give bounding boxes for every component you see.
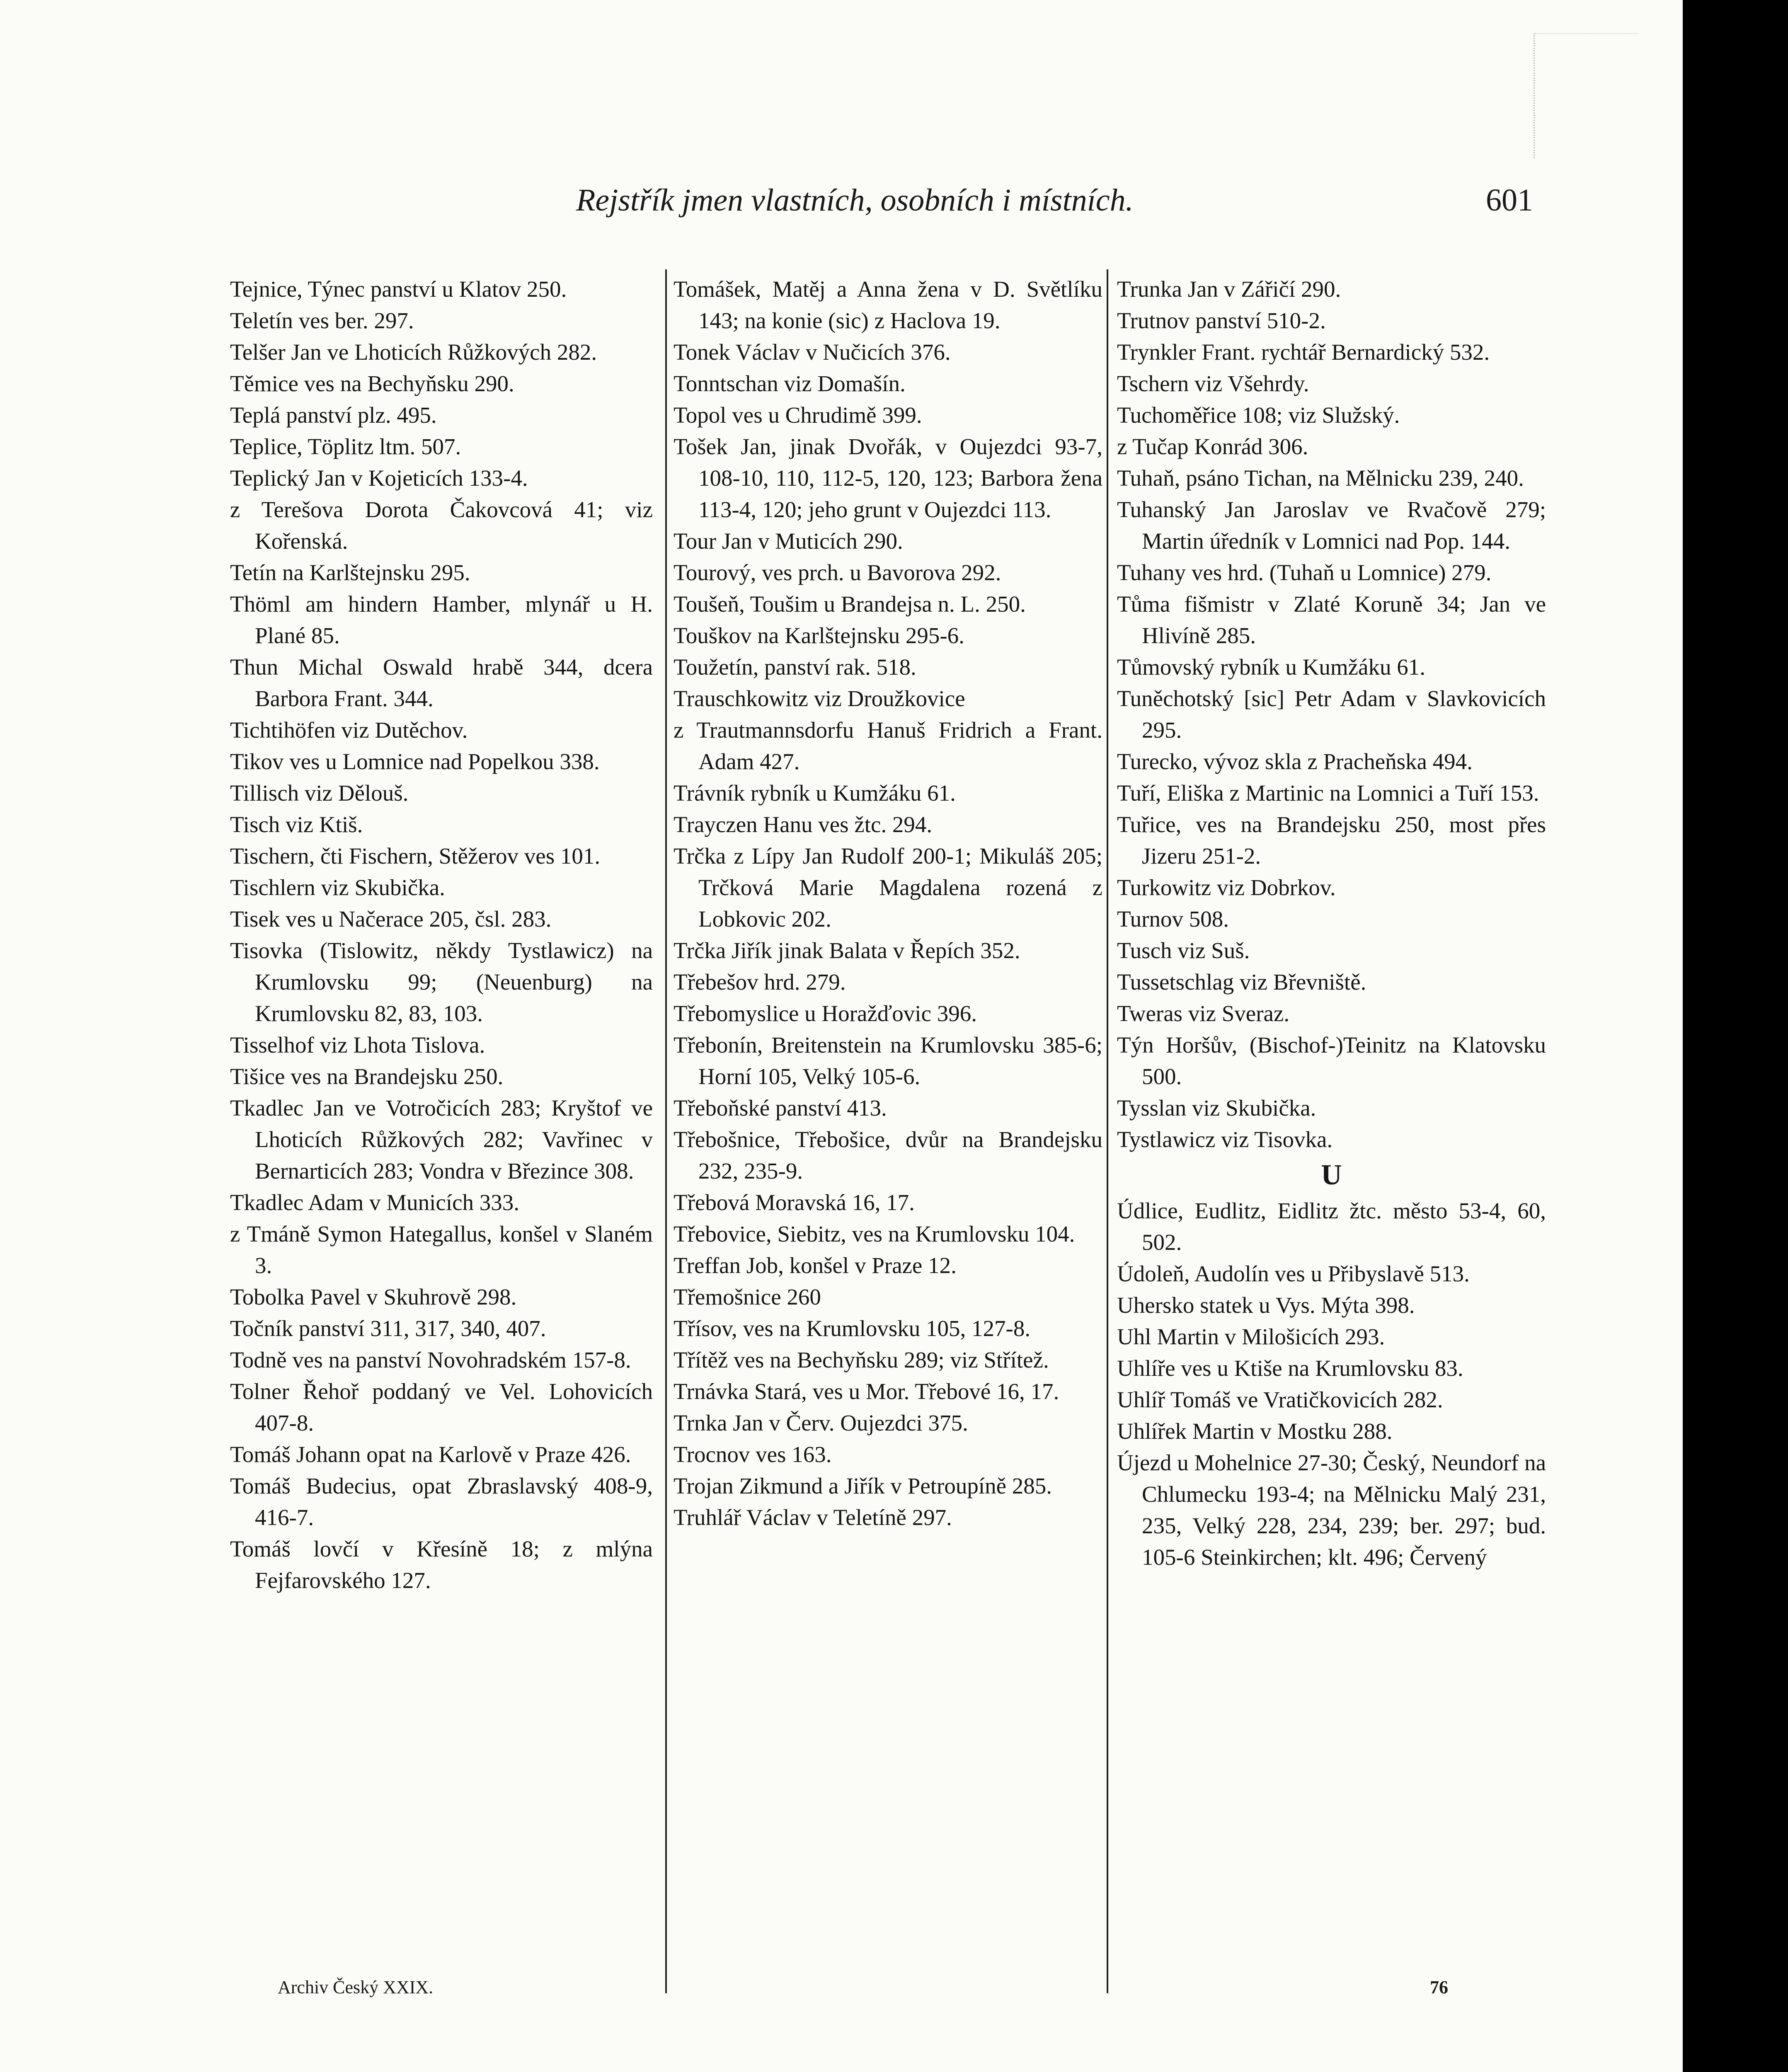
index-entry: Tůmovský rybník u Kumžáku 61.: [1117, 654, 1425, 680]
index-entry: Točník panství 311, 317, 340, 407.: [230, 1316, 546, 1341]
index-entry: Tisselhof viz Lhota Tislova.: [230, 1032, 485, 1058]
index-entry: Tussetschlag viz Břevniště.: [1117, 969, 1366, 995]
index-column-3-part-2: [1117, 1195, 1546, 1573]
index-entry: Toužetín, panství rak. 518.: [674, 654, 916, 680]
index-entry: Tobolka Pavel v Skuhrově 298.: [230, 1284, 517, 1310]
index-entry: Třebonín, Breitenstein na Krumlovsku 385-6; Horní 105, Velký 105-6.: [674, 1032, 1102, 1089]
index-entry: Turnov 508.: [1117, 906, 1229, 932]
index-entry: z Tmáně Symon Hategallus, konšel v Slaném 3.: [230, 1221, 653, 1278]
index-entry: Tour Jan v Muticích 290.: [674, 528, 903, 554]
column-divider: [665, 269, 667, 1993]
signature-mark: Archiv Český XXIX.: [278, 1977, 434, 1997]
index-entry: Tišice ves na Brandejsku 250.: [230, 1064, 504, 1089]
page-number: 601: [1486, 183, 1533, 218]
index-entry: Tomáš Johann opat na Karlově v Praze 426.: [230, 1442, 631, 1467]
index-entry: Týn Horšův, (Bischof-)Teinitz na Klatovsku 500.: [1117, 1032, 1546, 1089]
index-entry: Třebešov hrd. 279.: [674, 969, 846, 995]
index-entry: Trojan Zikmund a Jiřík v Petroupíně 285.: [674, 1473, 1052, 1498]
index-entry: Tuřice, ves na Brandejsku 250, most přes Jizeru 251-2.: [1117, 812, 1546, 869]
index-entry: Tisch viz Ktiš.: [230, 812, 363, 837]
index-entry: Tomáš Budecius, opat Zbraslavský 408-9, 416-7.: [230, 1473, 653, 1530]
sheet-number: 76: [1430, 1977, 1448, 1997]
index-entry: Trocnov ves 163.: [674, 1442, 832, 1467]
index-entry: Teplice, Töplitz ltm. 507.: [230, 434, 461, 459]
index-entry: Tikov ves u Lomnice nad Popelkou 338.: [230, 749, 600, 774]
index-entry: Údlice, Eudlitz, Eidlitz žtc. město 53-4, 60, 502.: [1117, 1198, 1546, 1255]
index-entry: Tuhany ves hrd. (Tuhaň u Lomnice) 279.: [1117, 560, 1492, 585]
index-entry: Topol ves u Chrudimě 399.: [674, 402, 922, 428]
index-entry: Trnka Jan v Červ. Oujezdci 375.: [674, 1410, 968, 1435]
index-entry: Trnávka Stará, ves u Mor. Třebové 16, 17.: [674, 1379, 1059, 1404]
index-entry: Tkadlec Adam v Municích 333.: [230, 1190, 520, 1215]
index-entry: Tillisch viz Dělouš.: [230, 780, 409, 806]
index-entry: Tuchoměřice 108; viz Služský.: [1117, 402, 1400, 428]
column-divider: [1107, 269, 1108, 1993]
index-entry: z Tučap Konrád 306.: [1117, 434, 1308, 459]
index-entry: Tuří, Eliška z Martinic na Lomnici a Tuří 153.: [1117, 780, 1539, 806]
index-entry: Tomáš lovčí v Křesíně 18; z mlýna Fejfarovského 127.: [230, 1536, 653, 1593]
index-column-3-part-1: [1117, 274, 1546, 1155]
index-entry: Turkowitz viz Dobrkov.: [1117, 875, 1336, 900]
index-entry: Tuněchotský [sic] Petr Adam v Slavkovicích 295.: [1117, 686, 1546, 743]
index-entry: Trutnov panství 510-2.: [1117, 308, 1326, 333]
index-entry: Tisovka (Tislowitz, někdy Tystlawicz) na Krumlovsku 99; (Neuenburg) na Krumlovsku 82, 83, 103.: [230, 938, 653, 1026]
index-entry: Uhersko statek u Vys. Mýta 398.: [1117, 1293, 1415, 1318]
index-entry: Trayczen Hanu ves žtc. 294.: [674, 812, 933, 837]
index-entry: Toušeň, Toušim u Brandejsa n. L. 250.: [674, 591, 1026, 617]
index-entry: Třemošnice 260: [674, 1284, 821, 1310]
index-entry: Uhl Martin v Milošicích 293.: [1117, 1324, 1385, 1349]
index-entry: z Terešova Dorota Čakovcová 41; viz Kořenská.: [230, 497, 653, 554]
index-entry: Tisek ves u Načerace 205, čsl. 283.: [230, 906, 552, 932]
index-entry: Touškov na Karlštejnsku 295-6.: [674, 623, 964, 648]
index-entry: Tuhanský Jan Jaroslav ve Rvačově 279; Martin úředník v Lomnici nad Pop. 144.: [1117, 497, 1546, 554]
index-entry: Tusch viz Suš.: [1117, 938, 1250, 963]
index-entry: Tonntschan viz Domašín.: [674, 371, 906, 396]
index-entry: Tůma fišmistr v Zlaté Koruně 34; Jan ve Hlivíně 285.: [1117, 591, 1546, 648]
index-entry: Těmice ves na Bechyňsku 290.: [230, 371, 514, 396]
index-entry: Trčka z Lípy Jan Rudolf 200-1; Mikuláš 205; Trčková Marie Magdalena rozená z Lobkovic 202.: [674, 843, 1102, 932]
index-entry: Teplický Jan v Kojeticích 133-4.: [230, 465, 528, 491]
index-entry: Újezd u Mohelnice 27-30; Český, Neundorf na Chlumecku 193-4; na Mělnicku Malý 231, 235, Velký 228, 234, 239; ber. 297; bud. 105-6 Steinkirchen; klt. 496; Červený: [1117, 1450, 1546, 1570]
index-entry: Uhlíř Tomáš ve Vratičkovicích 282.: [1117, 1387, 1443, 1412]
index-entry: Turecko, vývoz skla z Pracheňska 494.: [1117, 749, 1473, 774]
index-entry: Třísov, ves na Krumlovsku 105, 127-8.: [674, 1316, 1031, 1341]
index-column-2: [674, 274, 1102, 1533]
index-entry: Tichtihöfen viz Dutěchov.: [230, 717, 468, 743]
index-column-1: [230, 274, 653, 1596]
index-entry: Třebovice, Siebitz, ves na Krumlovsku 104.: [674, 1221, 1075, 1247]
index-entry: Tysslan viz Skubička.: [1117, 1095, 1316, 1121]
index-entry: Trynkler Frant. rychtář Bernardický 532.: [1117, 339, 1490, 365]
index-entry: Tuhaň, psáno Tichan, na Mělnicku 239, 240.: [1117, 465, 1524, 491]
index-entry: Trunka Jan v Zářičí 290.: [1117, 276, 1341, 302]
index-entry: Trčka Jiřík jinak Balata v Řepích 352.: [674, 938, 1020, 963]
index-entry: Tetín na Karlštejnsku 295.: [230, 560, 470, 585]
index-entry: Trauschkowitz viz Droužkovice: [674, 686, 965, 711]
page-header: [0, 182, 1683, 228]
index-entry: Tolner Řehoř poddaný ve Vel. Lohovicích 407-8.: [230, 1379, 653, 1435]
index-entry: Telšer Jan ve Lhoticích Růžkových 282.: [230, 339, 597, 365]
index-entry: Údoleň, Audolín ves u Přibyslavě 513.: [1117, 1261, 1470, 1286]
index-entry: Třebová Moravská 16, 17.: [674, 1190, 915, 1215]
section-letter: U: [1321, 1159, 1342, 1191]
index-entry: Tischlern viz Skubička.: [230, 875, 445, 900]
index-entry: Uhlířek Martin v Mostku 288.: [1117, 1418, 1393, 1444]
index-entry: Tomášek, Matěj a Anna žena v D. Světlíku 143; na konie (sic) z Haclova 19.: [674, 276, 1102, 333]
index-entry: Třeboňské panství 413.: [674, 1095, 887, 1121]
index-entry: Třítěž ves na Bechyňsku 289; viz Střítež.: [674, 1347, 1049, 1372]
index-entry: Tweras viz Sveraz.: [1117, 1001, 1290, 1026]
index-entry: Tourový, ves prch. u Bavorova 292.: [674, 560, 1001, 585]
index-entry: Truhlář Václav v Teletíně 297.: [674, 1505, 952, 1530]
index-entry: Tischern, čti Fischern, Stěžerov ves 101.: [230, 843, 601, 869]
index-entry: Tonek Václav v Nučicích 376.: [674, 339, 951, 365]
index-entry: Thun Michal Oswald hrabě 344, dcera Barbora Frant. 344.: [230, 654, 653, 711]
index-entry: Tejnice, Týnec panství u Klatov 250.: [230, 276, 567, 302]
index-entry: z Trautmannsdorfu Hanuš Fridrich a Frant. Adam 427.: [674, 717, 1102, 774]
index-entry: Třebomyslice u Horažďovic 396.: [674, 1001, 977, 1026]
index-entry: Teletín ves ber. 297.: [230, 308, 414, 333]
running-title: Rejstřík jmen vlastních, osobních i místních.: [576, 183, 1134, 218]
index-entry: Tkadlec Jan ve Votročicích 283; Kryštof ve Lhoticích Růžkových 282; Vavřinec v Bernarticích 283; Vondra v Březince 308.: [230, 1095, 653, 1184]
index-entry: Teplá panství plz. 495.: [230, 402, 437, 428]
index-entry: Todně ves na panství Novohradském 157-8.: [230, 1347, 631, 1372]
index-entry: Thöml am hindern Hamber, mlynář u H. Plané 85.: [230, 591, 653, 648]
index-entry: Tošek Jan, jinak Dvořák, v Oujezdci 93-7, 108-10, 110, 112-5, 120, 123; Barbora žena 113-4, 120; jeho grunt v Oujezdci 113.: [674, 434, 1102, 522]
index-entry: Třebošnice, Třebošice, dvůr na Brandejsku 232, 235-9.: [674, 1127, 1102, 1184]
index-column-3: [1117, 274, 1546, 1573]
index-entry: Tystlawicz viz Tisovka.: [1117, 1127, 1333, 1152]
index-entry: Tschern viz Všehrdy.: [1117, 371, 1309, 396]
index-entry: Uhlíře ves u Ktiše na Krumlovsku 83.: [1117, 1356, 1463, 1381]
index-entry: Treffan Job, konšel v Praze 12.: [674, 1253, 957, 1278]
index-entry: Trávník rybník u Kumžáku 61.: [674, 780, 956, 806]
scan-edge-mark: [1534, 33, 1638, 158]
